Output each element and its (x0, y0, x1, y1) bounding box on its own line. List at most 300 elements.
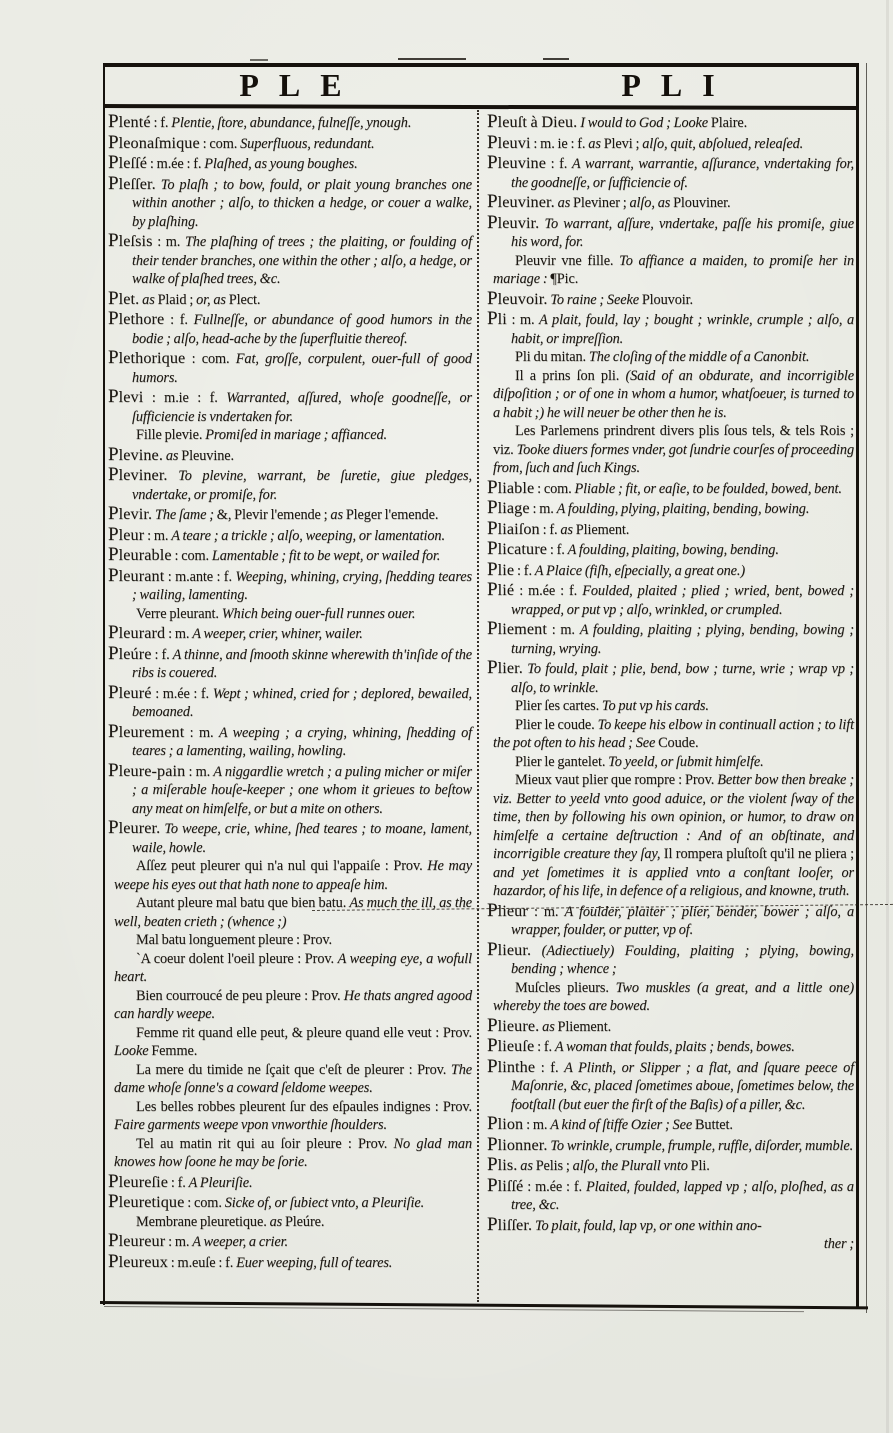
gloss-italic: To yeeld, or ſubmit himſelfe. (608, 753, 764, 770)
headword-initial-capital: P (108, 172, 119, 194)
frame-right-border-outer (866, 63, 867, 1313)
text-roman: Plier ſes cartes. (515, 698, 602, 714)
gloss-italic: A weeping eye, a wofull heart. (114, 950, 472, 985)
frame-left-border (103, 63, 105, 1305)
headword: Plieure. (487, 1014, 540, 1036)
dictionary-entry (108, 1172, 472, 1193)
text-roman: : m. (165, 1234, 193, 1250)
dictionary-entry (487, 519, 854, 540)
headword: Pleure-pain (108, 759, 186, 781)
dictionary-entry (108, 545, 472, 566)
sub-entry (108, 605, 472, 624)
gloss-italic: Fullneſſe, or abundance of good humors in the bodie ; alſo, head-ache by the ſuperfluitie thereof. (132, 312, 472, 347)
text-roman: : m. (165, 626, 193, 642)
gloss-italic: Foulded, plaited ; plied ; wried, bent, bowed ; wrapped, or put vp ; alſo, wrinkled, or crumpled. (511, 583, 854, 618)
gloss-italic: A Plinth, or Slipper ; a flat, and ſquare peece of Maſonrie, &c, placed ſometimes aboue, ſometimes below, the footſtall (but euer the firſt of the Baſis) of a piller, &c. (511, 1059, 854, 1113)
headword: Plevi (108, 386, 144, 407)
text-roman: Verre pleurant. (136, 605, 222, 622)
gloss-italic: Plentie, ſtore, abundance, fulneſſe, ynough. (171, 115, 412, 131)
gloss-italic: Tooke diuers formes vnder, got ſundrie courſes of proceeding from, ſuch and ſuch Kings. (493, 441, 855, 476)
dictionary-entry (108, 761, 472, 819)
gloss-italic: He thats angred agood can hardly weepe. (114, 987, 472, 1022)
text-roman: : m. (529, 501, 557, 517)
headword: Plieur (487, 899, 528, 921)
gloss-italic: Looke (114, 1043, 152, 1059)
gloss-italic: Euer weeping, full of teares. (236, 1254, 393, 1271)
gloss-italic: as (269, 1213, 285, 1230)
text-roman: : f. (150, 115, 172, 131)
headword: Pleurable (108, 544, 172, 565)
gloss-italic: Wept ; whined, cried for ; deplored, bewailed, bemoaned. (132, 685, 472, 720)
headword: Pleur (108, 523, 145, 545)
dictionary-entry (487, 940, 854, 979)
dictionary-entry (108, 153, 472, 174)
gloss-italic: as (517, 1158, 536, 1174)
gloss-italic: A foulder, plaiter ; plier, bender, bower ; alſo, a wrapper, foulder, or putter, vp of. (511, 903, 854, 938)
headword-initial-capital: P (108, 642, 119, 664)
dictionary-entry (487, 1057, 854, 1115)
headword-initial-capital: P (108, 230, 119, 251)
headword-initial-capital: P (108, 152, 119, 173)
gloss-italic: To plaſh ; to bow, fould, or plait young branches one within another ; alſo, to thicken a hedge, or couer a walke, by plaſhing. (132, 176, 472, 230)
running-head-right: PLI (621, 67, 735, 103)
headword-initial-capital: P (108, 681, 119, 703)
gloss-italic: alſo, as (629, 195, 674, 211)
headword-initial-capital: P (487, 938, 498, 960)
headword-initial-capital: P (487, 1014, 498, 1036)
dictionary-entry (487, 133, 854, 154)
text-roman: `A coeur dolent l'oeil pleure : Prov. (136, 950, 338, 967)
gloss-italic: To weepe, crie, whine, ſhed teares ; to moane, lament, waile, howle. (132, 821, 472, 856)
gloss-italic: Two muskles (a great, and a little one) whereby the toes are bowed. (493, 979, 855, 1014)
sub-entry (108, 894, 472, 931)
text-roman: : m.ée : f. (514, 583, 583, 599)
headword: Pleurant (108, 564, 165, 586)
text-roman: : f. (534, 1039, 555, 1055)
text-roman: Plier le coude. (515, 716, 598, 733)
headword-initial-capital: P (487, 618, 498, 639)
headword: Pleurement (108, 720, 185, 742)
dictionary-entry (108, 348, 472, 387)
dictionary-entry (487, 289, 854, 310)
headword: Pleureur (108, 1230, 166, 1251)
headword-initial-capital: P (108, 1191, 119, 1212)
dictionary-entry (487, 1155, 854, 1176)
text-roman: Pleuvine. (181, 447, 234, 464)
headword-initial-capital: P (487, 1035, 498, 1056)
headword: Plionner. (487, 1133, 548, 1155)
headword-initial-capital: P (108, 111, 119, 132)
headword-initial-capital: P (108, 523, 119, 545)
dictionary-entry (487, 1114, 854, 1135)
dictionary-entry (487, 192, 854, 213)
sub-entry (108, 931, 472, 950)
headword-initial-capital: P (487, 579, 498, 600)
dictionary-entry (487, 478, 854, 499)
headword: Pliable (487, 476, 535, 498)
scan-artifact-tick-3 (250, 59, 268, 61)
gloss-italic: To wrinkle, crumple, frumple, ruffle, diſorder, mumble. (547, 1137, 854, 1154)
headword: Plieur. (487, 938, 532, 960)
text-roman: : com. (185, 351, 236, 367)
gloss-italic: alſo, quit, abſolued, releaſed. (642, 135, 804, 152)
dictionary-entry (108, 1231, 472, 1252)
text-roman: : com. (184, 1195, 225, 1211)
gloss-italic: A weeping ; a crying, whining, ſhedding of teares ; a lamenting, wailing, howling. (132, 724, 472, 759)
dictionary-entry (108, 644, 472, 683)
gloss-italic: Weeping, whining, crying, ſhedding teares ; wailing, lamenting. (132, 568, 472, 603)
dictionary-entry (487, 580, 854, 619)
headword-initial-capital: P (487, 308, 498, 329)
sub-entry (108, 1213, 472, 1232)
dictionary-entry (108, 683, 472, 722)
headword-initial-capital: P (108, 308, 119, 329)
gloss-italic: Sicke of, or ſubiect vnto, a Pleuriſie. (224, 1195, 425, 1211)
gloss-italic: Lamentable ; fit to be wept, or wailed for. (211, 548, 441, 564)
scan-artifact-tick-2 (543, 58, 569, 60)
dictionary-entry (108, 1192, 472, 1213)
text-roman: : com. (534, 480, 575, 497)
text-roman: Plaire. (710, 115, 748, 131)
gloss-italic: Plaſhed, as young boughes. (204, 156, 358, 172)
dictionary-entry (487, 619, 854, 658)
gloss-italic: A woman that foulds, plaits ; bends, bowes. (554, 1039, 795, 1055)
text-roman: &, Plevir l'emende ; (216, 507, 331, 523)
dictionary-entry (487, 498, 854, 519)
text-roman: : f. (514, 562, 535, 579)
text-roman: Autant pleure mal batu que bien batu. (136, 895, 350, 911)
text-roman: : m.ante : f. (164, 568, 236, 585)
scan-artifact-tick-1 (398, 58, 466, 60)
headword: Pleonaſmique (108, 131, 200, 153)
dictionary-entry (487, 153, 854, 192)
headword-initial-capital: P (108, 131, 119, 153)
headword-initial-capital: P (108, 464, 119, 485)
dictionary-entry (108, 465, 472, 504)
headword-initial-capital: P (487, 558, 498, 580)
gloss-italic: alſo, the Plurall vnto (572, 1158, 691, 1174)
headword: Pliaiſon (487, 517, 540, 539)
text-roman: Aſſez peut pleurer qui n'a nul qui l'appaiſe : Prov. (136, 858, 428, 874)
headword-initial-capital: P (108, 564, 119, 586)
frame-top-rule (103, 63, 859, 67)
headword-initial-capital: P (108, 503, 119, 524)
scan-artifact-edge-shadow (886, 0, 889, 1433)
sub-entry (108, 857, 472, 894)
text-roman: : m. (185, 763, 214, 780)
text-roman: : com. (171, 548, 212, 564)
headword-initial-capital: P (487, 497, 498, 518)
dictionary-entry (487, 1215, 854, 1236)
headword: Plieuſe (487, 1035, 535, 1056)
headword: Plinthe (487, 1055, 536, 1077)
dictionary-entry (108, 133, 472, 154)
text-roman: Pli du mitan. (515, 349, 589, 365)
gloss-italic: The plaſhing of trees ; the plaiting, or foulding of their tender branches, one within the other ; alſo, a hedge, or walke of plaſhed trees, &c. (132, 234, 472, 287)
headword-initial-capital: P (108, 1170, 119, 1192)
gloss-italic: A kind of ſtiffe Ozier ; See (550, 1117, 695, 1133)
gloss-italic: Plaited, foulded, lapped vp ; alſo, ploſhed, as a tree, &c. (511, 1178, 854, 1213)
dictionary-entry (487, 1016, 854, 1037)
text-roman: : f. (547, 542, 568, 558)
text-roman: Les belles robbes pleurent ſur des eſpaules indignes : Prov. (136, 1098, 472, 1115)
sub-entry (108, 1098, 472, 1135)
gloss-italic: as (330, 507, 346, 523)
entry-tail-right-aligned: ther ; (823, 1236, 854, 1252)
text-roman: : m. (546, 622, 580, 638)
sub-entry (487, 348, 854, 367)
gloss-italic: Pliable ; fit, or eaſie, to be foulded, bowed, bent. (574, 480, 842, 497)
dictionary-entry (108, 504, 472, 525)
headword: Plet. (108, 287, 140, 309)
headword: Pleuré (108, 681, 152, 703)
dictionary-entry (487, 112, 854, 133)
gloss-italic: A Pleuriſie. (188, 1174, 253, 1191)
running-head-left: PLE (239, 67, 362, 103)
dictionary-entry (487, 213, 854, 252)
text-roman: La mere du timide ne ſçait que c'eſt de pleurer : Prov. (136, 1061, 451, 1078)
headword-initial-capital: P (108, 720, 119, 742)
text-roman: Mieux vaut plier que rompre : Prov. (515, 772, 718, 788)
headword: Pliage (487, 497, 530, 518)
gloss-italic: Better bow then breake ; viz. Better to yeeld vnto good aduice, or the violent ſway of the time, then by following his own opinion, or humor, to draw on himſelfe a certaine deſtruction : And of an obſtinate, and incorrigible creature they ſay, (493, 772, 854, 862)
dictionary-entry (487, 1135, 854, 1156)
text-roman: Pliement. (575, 521, 630, 538)
text-roman: : m. (184, 724, 219, 741)
text-roman: : m.ée : f. (151, 685, 213, 702)
left-column (108, 112, 472, 1272)
gloss-italic: To warrant, aſſure, vndertake, paſſe his promiſe, giue his word, for. (511, 215, 854, 250)
gloss-italic: To raine ; Seeke (547, 291, 642, 308)
headword: Plié (487, 579, 515, 600)
text-roman: Plect. (228, 291, 261, 308)
sub-entry (108, 1061, 472, 1098)
dictionary-entry (487, 1036, 854, 1057)
headword: Pleuſt à Dieu. (487, 111, 578, 132)
headword: Pleuvir. (487, 211, 540, 233)
headword-initial-capital: P (487, 657, 498, 678)
text-roman: : f. (546, 156, 572, 172)
text-roman: : m. (152, 234, 185, 250)
headword-initial-capital: P (108, 443, 119, 465)
gloss-italic: To fould, plait ; plie, bend, bow ; turne, wrie ; wrap vp ; alſo, to wrinkle. (511, 661, 854, 696)
text-roman: Les Parlemens prindrent divers plis ſous tels, & tels Rois ; viz. (493, 423, 854, 458)
column-divider-rule (477, 110, 479, 1302)
text-roman: Fille plevie. (136, 427, 206, 443)
gloss-italic: Warranted, aſſured, whoſe goodneſſe, or ſufficiencie is vndertaken for. (132, 390, 472, 425)
headword: Pleſſé (108, 152, 148, 173)
text-roman: Pli. (690, 1158, 710, 1174)
dictionary-entry (108, 174, 472, 232)
headword-initial-capital: P (487, 111, 498, 132)
text-roman: Plouvoir. (641, 291, 693, 308)
gloss-italic: as (539, 1018, 558, 1035)
headword: Plethore (108, 308, 165, 329)
headword-initial-capital: P (487, 476, 498, 498)
gloss-italic: A niggardlie wretch ; a puling micher or miſer ; a miſerable houſe-keeper ; one whom it grieues to beſtow any meat on himſelfe, or but a mite on others. (132, 763, 472, 817)
dictionary-entry (108, 1252, 472, 1273)
gloss-italic: as (554, 195, 574, 211)
gloss-italic: as (560, 521, 576, 538)
gloss-italic: A weeper, a crier. (192, 1234, 289, 1250)
headword-initial-capital: P (487, 517, 498, 539)
dictionary-entry (108, 566, 472, 605)
headword: Pleuretique (108, 1191, 185, 1212)
text-roman: Tel au matin rit qui au ſoir pleure : Prov. (136, 1135, 394, 1152)
dictionary-entry (108, 387, 472, 426)
headword: Pleſſer. (108, 172, 156, 194)
dictionary-entry (487, 539, 854, 560)
headword: Pleureux (108, 1250, 168, 1272)
gloss-italic: The cloſing of the middle of a Canonbit. (588, 349, 810, 365)
headword-initial-capital: P (108, 1250, 119, 1272)
dictionary-entry (108, 231, 472, 289)
headword-initial-capital: P (487, 1113, 498, 1134)
gloss-italic: To plait, fould, lap vp, or one within ano- (532, 1217, 762, 1234)
gloss-italic: Faire garments weepe vpon vnworthie ſhoulders. (114, 1117, 387, 1133)
headword: Plis. (487, 1154, 518, 1175)
text-roman: ¶Pic. (550, 271, 579, 287)
headword-initial-capital: P (108, 759, 119, 781)
text-roman: : m.ée : f. (523, 1178, 586, 1195)
sub-entry (487, 252, 854, 289)
dictionary-entry (108, 623, 472, 644)
headword: Plethorique (108, 347, 186, 368)
headword-initial-capital: P (108, 287, 119, 309)
sub-entry (487, 753, 854, 772)
text-roman: Il a prins ſon pli. (515, 367, 626, 384)
headword-initial-capital: P (487, 152, 498, 173)
gloss-italic: Promiſed in mariage ; affianced. (205, 427, 387, 443)
sub-entry (487, 367, 854, 423)
headword: Plicature (487, 538, 548, 559)
text-roman: : f. (164, 312, 194, 328)
gloss-italic: A plait, fould, lay ; bought ; wrinkle, crumple ; alſo, a habit, or impreſſion. (511, 312, 854, 347)
dictionary-entry (487, 560, 854, 581)
text-roman: : m.ée : f. (147, 156, 205, 172)
gloss-italic: or, as (196, 291, 229, 308)
text-roman: Mal batu longuement pleure : Prov. (136, 932, 332, 948)
gloss-italic: A warrant, warrantie, aſſurance, vndertaking for, the goodneſſe, or ſufficiencie of. (511, 156, 854, 191)
dictionary-entry (108, 445, 472, 466)
gloss-italic: A foulding, plying, plaiting, bending, bowing. (556, 501, 810, 517)
headword-initial-capital: P (487, 191, 498, 212)
text-roman: : m.euſe : f. (167, 1254, 237, 1271)
text-roman: : f. (168, 1174, 189, 1191)
text-roman: Pleger l'emende. (345, 507, 439, 523)
sub-entry (487, 771, 854, 901)
dictionary-entry (108, 818, 472, 857)
headword: Plenté (108, 111, 151, 132)
sub-entry (108, 1024, 472, 1061)
gloss-italic: (Adiectiuely) Foulding, plaiting ; plying, bowing, bending ; whence ; (511, 942, 854, 977)
gloss-italic: To affiance a maiden, to promiſe her in mariage : (493, 252, 854, 287)
headword: Pleviner. (108, 464, 168, 485)
text-roman: Pliement. (557, 1018, 612, 1035)
header-underline-rule (103, 104, 859, 110)
text-roman: Coude. (658, 735, 699, 751)
text-roman: : m. (144, 527, 172, 544)
sub-entry (108, 426, 472, 445)
dictionary-entry (108, 112, 472, 133)
text-roman: Plier le gantelet. (515, 753, 609, 770)
headword-initial-capital: P (108, 347, 119, 368)
text-roman: Il rompera pluſtoſt qu'il ne pliera ; (663, 846, 854, 862)
headword: Pleurard (108, 622, 166, 643)
dictionary-entry (487, 658, 854, 697)
sub-entry (487, 979, 854, 1016)
gloss-italic: as (139, 291, 158, 308)
gloss-italic: A weeper, crier, whiner, wailer. (192, 626, 363, 642)
dictionary-entry (487, 1176, 854, 1215)
sub-entry (487, 697, 854, 716)
text-roman: Muſcles plieurs. (515, 979, 616, 996)
text-roman: : com. (199, 135, 241, 152)
text-roman: Pleviner ; (573, 195, 630, 211)
gloss-italic: A teare ; a trickle ; alſo, weeping, or lamentation. (171, 527, 445, 544)
text-roman: : m. (523, 1117, 551, 1133)
headword: Pleſsis (108, 230, 153, 251)
gloss-italic: The dame whoſe ſonne's a coward ſeldome weepes. (114, 1061, 472, 1096)
sub-entry (487, 422, 854, 478)
dictionary-entry (108, 525, 472, 546)
headword: Pleuvi (487, 131, 531, 153)
dictionary-entry (108, 289, 472, 310)
gloss-italic: No glad man knowes how ſoone he may be ſorie. (114, 1135, 473, 1170)
sub-entry (108, 950, 472, 987)
text-roman: Membrane pleuretique. (136, 1213, 270, 1230)
headword-initial-capital: P (108, 817, 119, 838)
headword: Pleúre (108, 642, 152, 664)
text-roman: : f. (151, 646, 173, 663)
headword-initial-capital: P (487, 1154, 498, 1175)
headword-initial-capital: P (108, 1230, 119, 1251)
dictionary-entry (487, 309, 854, 348)
text-roman: Femme. (151, 1043, 198, 1059)
text-roman: : m. ie : f. (530, 135, 589, 152)
gloss-italic: A Plaice (fiſh, eſpecially, a great one.) (534, 562, 746, 579)
text-roman: Femme rit quand elle peut, & pleure quand elle veut : Prov. (136, 1024, 472, 1041)
headword: Plion (487, 1113, 524, 1134)
text-roman: : f. (539, 521, 561, 538)
headword-initial-capital: P (487, 1213, 498, 1235)
headword-initial-capital: P (487, 538, 498, 559)
headword: Pliement (487, 618, 547, 639)
gloss-italic: and yet ſometimes it is applied vnto a conſtant looſer, or hazardor, of his life, in defence of a religious, and knowne, truth. (493, 864, 854, 899)
dictionary-entry (108, 722, 472, 761)
headword: Pliſſé (487, 1174, 524, 1196)
headword: Plier. (487, 657, 523, 678)
text-roman: Plouviner. (673, 195, 731, 211)
headword: Pleuvoir. (487, 287, 548, 309)
gloss-italic: As much the ill, as the well, beaten crieth ; (whence ;) (114, 895, 472, 930)
gloss-italic: A foulding, plaiting ; plying, bending, bowing ; turning, wrying. (511, 622, 854, 657)
headword: Plie (487, 558, 515, 580)
headword-initial-capital: P (487, 211, 498, 233)
sub-entry (487, 716, 854, 753)
gloss-italic: To plevine, warrant, be ſuretie, giue pledges, vndertake, or promiſe, for. (132, 468, 472, 503)
headword: Pliſſer. (487, 1213, 533, 1235)
gloss-italic: Which being ouer-full runnes ouer. (221, 605, 416, 622)
gloss-italic: Superfluous, redundant. (240, 135, 375, 152)
headword: Pleurer. (108, 817, 161, 838)
sub-entry (108, 1135, 472, 1172)
text-roman: : m.ie : f. (143, 390, 227, 406)
gloss-italic: A foulding, plaiting, bowing, bending. (567, 542, 779, 558)
text-roman: Buttet. (694, 1117, 733, 1133)
gloss-italic: A thinne, and ſmooth skinne wherewith th'inſide of the ribs is couered. (132, 646, 472, 681)
headword-initial-capital: P (108, 544, 119, 565)
